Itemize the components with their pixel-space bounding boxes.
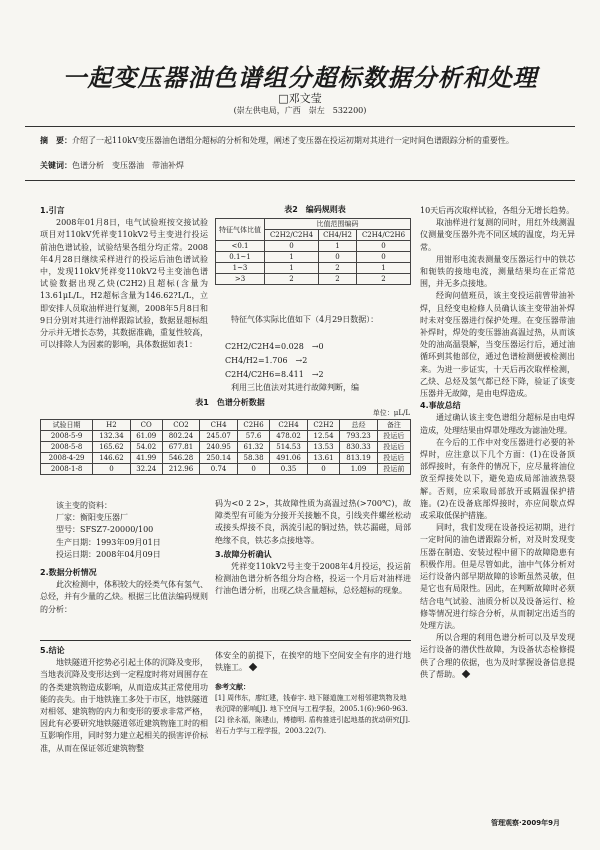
table2-cell: 0.1~1 xyxy=(216,252,265,263)
right-paragraph: 取油样进行复测的同时，用红外线测温仪测量变压器外壳不同区域的温度，均无异常。 xyxy=(420,218,575,252)
table1-cell: 57.6 xyxy=(237,431,269,442)
references-heading: 参考文献： xyxy=(215,683,250,691)
table1-cell: 0.35 xyxy=(270,464,308,475)
table1-cell: 212.96 xyxy=(162,464,200,475)
table1-cell: 813.19 xyxy=(340,453,378,464)
ratio-equations xyxy=(225,340,405,382)
transformer-info-line: 厂家：衡阳变压器厂 xyxy=(56,513,128,523)
table2-row xyxy=(216,274,411,285)
table2-cell: 1~3 xyxy=(216,263,265,274)
table1-header: H2 xyxy=(93,420,131,431)
table2-cell: 1 xyxy=(265,252,319,263)
end-mark-icon xyxy=(462,669,470,677)
table1-cell: 132.34 xyxy=(93,431,131,442)
reference-item: [1] 周伟东，廖红建，钱春宇. 地下隧道施工对相邻建筑物及地表沉降的影响[J]. 地下空间与工程学报，2005.1(6):960-963. xyxy=(215,694,408,713)
table1-cell: 54.02 xyxy=(130,442,162,453)
transformer-info-line: 生产日期：1993年09月01日 xyxy=(56,537,161,547)
end-mark-icon xyxy=(249,663,257,671)
table1-cell: 2008-1-8 xyxy=(41,464,93,475)
table1-cell: 793.23 xyxy=(340,431,378,442)
table1-row xyxy=(41,431,411,442)
table2-row xyxy=(216,263,411,274)
table2-group-header: 比值范围编码 xyxy=(265,219,411,230)
table2-cell: 2 xyxy=(357,274,411,285)
table1-cell: 61.32 xyxy=(237,442,269,453)
table2-cell: 0 xyxy=(357,252,411,263)
table1-cell: 58.38 xyxy=(237,453,269,464)
table2-cell: 0 xyxy=(319,252,357,263)
table1-row xyxy=(41,453,411,464)
paper-title: 一起变压器油色谱组分超标数据分析和处理 xyxy=(62,64,538,92)
midpage-rule xyxy=(40,640,411,641)
table1-cell: 240.95 xyxy=(200,442,238,453)
section-conclusion xyxy=(40,645,208,755)
right-paragraph: 用钳形电流表测量变压器运行中的铁芯和轭铁的接地电流，测量结果均在正常范围，并无多点接地。 xyxy=(420,254,575,289)
table1-cell: 491.06 xyxy=(270,453,308,464)
fault-diagnosis xyxy=(215,498,411,598)
table1-header: C2H2 xyxy=(307,420,339,431)
table1-cell: 1.09 xyxy=(340,464,378,475)
author-affiliation: (崇左供电局，广西 崇左 532200) xyxy=(233,106,367,115)
table1-header: CH4 xyxy=(200,420,238,431)
right-paragraph: 同时，我们发现在设备投运初期，进行一定时间的油色谱跟踪分析，对及时发现变压器在制造、安装过程中留下的故障隐患有积极作用。但是尽管如此，油中气体分析对运行设备内部早期故障的诊断虽然灵敏，但是它也有局限性。因此，在判断故障时必须结合电气试验、油质分析以及设备运行、检修等情况进行综合分析，从而制定出适当的处理方法。 xyxy=(420,523,575,630)
table1-header: 试验日期 xyxy=(41,420,93,431)
fault-diagnosis-text: 码为<0 2 2>，其故障性质为高温过热(>700℃)，故障类型有可能为分接开关接触不良，引线夹件螺丝松动或接头焊接不良，涡流引起的铜过热，铁芯漏磁，局部绝缘不良，铁芯多点接地等。 xyxy=(215,499,411,545)
section-3-text: 凭祥变110kV2号主变于2008年4月投运，投运前检测油色谱分析各组分均合格，投运一个月后对油样进行油色谱分析，出现乙炔含量超标，总烃超标的现象。 xyxy=(215,562,411,596)
abstract-text: 介绍了一起110kV变压器油色谱组分超标的分析和处理，阐述了变压器在投运初期对其进行一定时间色谱跟踪分析的重要性。 xyxy=(72,136,514,145)
table2-cell: 1 xyxy=(265,263,319,274)
right-paragraph: 在今后的工作中对变压器进行必要的补焊时，应注意以下几个方面：(1)在设备顶部焊接时，有条件的情况下，应尽量将油位放至焊接处以下，避免造成局部油液热裂解。否则，应采取局部放开或隔温保护措施。(2)在设备底部焊接时，亦应间歇点焊或采取低保护措施。 xyxy=(420,437,575,521)
ratio-eq-2: CH4/H2=1.706 →2 xyxy=(225,356,308,365)
table1-unit: 单位：μL/L xyxy=(372,409,410,417)
table1-cell: 245.07 xyxy=(200,431,238,442)
table1-cell: 0 xyxy=(307,464,339,475)
transformer-info-line: 该主变的资料： xyxy=(56,501,112,510)
table2-cell: 1 xyxy=(357,263,411,274)
table2-cell: 2 xyxy=(265,274,319,285)
table1-cell: 250.14 xyxy=(200,453,238,464)
transformer-info-line: 型号：SFSZ7-20000/100 xyxy=(56,525,154,535)
table1-cell: 投运后 xyxy=(377,431,410,442)
table2-row xyxy=(216,241,411,252)
section-2-heading: 2.数据分析情况 xyxy=(40,568,97,577)
page-footer: 管理观察·2009年9月 xyxy=(490,819,560,827)
table1-cell: 0 xyxy=(237,464,269,475)
ratio-eq-1: C2H2/C2H4=0.028 →0 xyxy=(225,342,324,351)
conclusion-continued-text: 体安全的前提下，在挨窄的地下空间安全有序的进行地铁施工。 xyxy=(215,651,411,673)
keywords-text: 色谱分析 变压器油 带油补焊 xyxy=(72,161,184,170)
table1-cell: 13.53 xyxy=(307,442,339,453)
ratio-conclusion xyxy=(215,382,411,394)
table1-header: CO2 xyxy=(162,420,200,431)
table1-cell: 478.02 xyxy=(270,431,308,442)
table2-cell: 2 xyxy=(319,263,357,274)
section-5-heading: 5.结论 xyxy=(40,646,65,655)
table2-cell: 0 xyxy=(265,241,319,252)
section-3-heading: 3.故障分析确认 xyxy=(215,549,272,559)
intro-paragraph: 2008年01月8日，电气试验班按交接试验项目对110kV凭祥变110kV2号主变进行投运前油色谱试验，试验结果各组分均正常。2008年4月28日继续采样进行的投运后油色谱试验中，发现110kV凭祥变110kV2号主变油色谱试验数据出现乙炔(C2H2)且超标(含量为13.61μL/L，H2超标含量为146.62?L/L，立即安排人员取油样进行复测，2008年5月8日和9日分别对其进行油样跟踪试验，数据显超标组分示并无增长态势，其数据准确，重复性较高，可以排除人为因素的影响，具体数据如表1： xyxy=(40,218,208,350)
section-1-heading: 1.引言 xyxy=(40,206,65,215)
table1-cell: 32.24 xyxy=(130,464,162,475)
abstract-rule xyxy=(25,180,575,181)
keywords xyxy=(40,160,560,171)
section-4-heading: 4.事故总结 xyxy=(420,401,461,411)
table1-cell: 2008-5-9 xyxy=(41,431,93,442)
table1-cell: 2008-5-8 xyxy=(41,442,93,453)
table1-header: C2H4 xyxy=(270,420,308,431)
reference-item: [2] 徐永福，陈建山，傅德明. 盾构推进引起地基的扰动研究[J]. 岩石力学与工程学报，2003.22(7). xyxy=(215,716,411,735)
ratio-eq-3: C2H4/C2H6=8.411 →2 xyxy=(225,370,324,379)
right-paragraph: 经询问值班员，该主变投运前曾带油补焊，且经变电检修人员确认该主变带油补焊时未对变压器进行保护处理。在变压器带油补焊时，焊处的变压器油高温过热，从而该处的油高温裂解，当变压器运行后，通过油循环到其他部位，通过色谱检测便被检测出来。为进一步证实，十天后再次取样检测，乙炔、总烃及氢气都已经下降，验证了该变压器并无故障，是由电焊造成。 xyxy=(420,291,575,399)
table1-cell: 514.53 xyxy=(270,442,308,453)
table2-caption: 表2 编码规则表 xyxy=(284,205,346,214)
conclusion-continued xyxy=(215,650,411,674)
table2-cell: <0.1 xyxy=(216,241,265,252)
table1-chromatography xyxy=(40,419,411,475)
right-paragraph: 所以合理的利用色谱分析可以及早发现运行设备的潜伏性故障，为设备状态检修提供了合理的依据，也为及时掌握设备信息提供了帮助。 xyxy=(420,633,575,679)
references xyxy=(215,682,411,737)
abstract-label: 摘 要： xyxy=(40,136,72,145)
table1-cell: 12.54 xyxy=(307,431,339,442)
ratio-intro xyxy=(215,314,411,326)
table1-cell: 13.61 xyxy=(307,453,339,464)
table1-cell: 165.62 xyxy=(93,442,131,453)
author-name: □邓文莹 xyxy=(278,92,322,105)
ratio-conclusion-text: 利用三比值法对其进行故障判断，编 xyxy=(231,383,359,392)
table1-cell: 41.99 xyxy=(130,453,162,464)
section-introduction xyxy=(40,205,208,351)
table1-cell: 投运后 xyxy=(377,442,410,453)
table1-cell: 2008-4-29 xyxy=(41,453,93,464)
table2-cell: 2 xyxy=(319,274,357,285)
table1-header: 备注 xyxy=(377,420,410,431)
table1-row xyxy=(41,442,411,453)
table2-cell: >3 xyxy=(216,274,265,285)
right-column xyxy=(420,205,575,681)
table2-subheader: C2H2/C2H4 xyxy=(265,230,319,241)
table2-col-header: 特征气体比值 xyxy=(216,219,265,241)
table1-row xyxy=(41,464,411,475)
section-data-analysis xyxy=(40,567,208,616)
conclusion-text: 地铁隧道开挖势必引起土体的沉降及变形，当地表沉降及变形达到一定程度时将对周围存在的各类建筑物造成影响，从而造成其正常使用功能的丧失。由于地铁施工多处于市区，地铁隧道对相邻、建筑物的内力和变形的要求非常严格，因此有必要研究地铁隧道邻近建筑物施工时的相互影响作用，同时努力建立起相关的损害评价标准，从而在保证邻近建筑物整 xyxy=(40,658,208,753)
table1-header-row xyxy=(41,420,411,431)
table1-cell: 830.33 xyxy=(340,442,378,453)
table1-cell: 0.74 xyxy=(200,464,238,475)
table2-subheader: CH4/H2 xyxy=(319,230,357,241)
right-paragraph: 10天后再次取样试验，各组分无增长趋势。 xyxy=(420,206,575,215)
table1-cell: 投运前 xyxy=(377,464,410,475)
table2-cell: 1 xyxy=(319,241,357,252)
table2-cell: 0 xyxy=(357,241,411,252)
ratio-intro-text: 特征气体实际比值如下（4月29日数据）： xyxy=(231,315,379,324)
table2-row xyxy=(216,252,411,263)
table1-caption: 表1 色谱分析数据 xyxy=(195,398,265,407)
right-paragraph: 通过确认该主变色谱组分超标是由电焊造成，处理结果由焊罩处理改为滤油处理。 xyxy=(420,413,575,435)
header-rule xyxy=(25,126,575,127)
table1-cell: 677.81 xyxy=(162,442,200,453)
section-2-text: 此次检测中，体积较大的烃类气体有氢气、总烃，并有少量的乙炔。根据三比值法编码规则的分析： xyxy=(40,580,208,614)
keywords-label: 关键词： xyxy=(40,161,72,170)
abstract xyxy=(40,134,560,147)
table1-cell: 802.24 xyxy=(162,431,200,442)
table1-header: CO xyxy=(130,420,162,431)
table2-coding-rules xyxy=(215,218,411,285)
transformer-info xyxy=(40,500,208,561)
transformer-info-line: 投运日期：2008年04月09日 xyxy=(56,549,161,559)
table1-header: 总烃 xyxy=(340,420,378,431)
table1-cell: 投运后 xyxy=(377,453,410,464)
table1-cell: 546.28 xyxy=(162,453,200,464)
table1-header: C2H6 xyxy=(237,420,269,431)
table1-cell: 61.09 xyxy=(130,431,162,442)
table1-cell: 0 xyxy=(93,464,131,475)
table2-subheader: C2H4/C2H6 xyxy=(357,230,411,241)
table1-cell: 146.62 xyxy=(93,453,131,464)
